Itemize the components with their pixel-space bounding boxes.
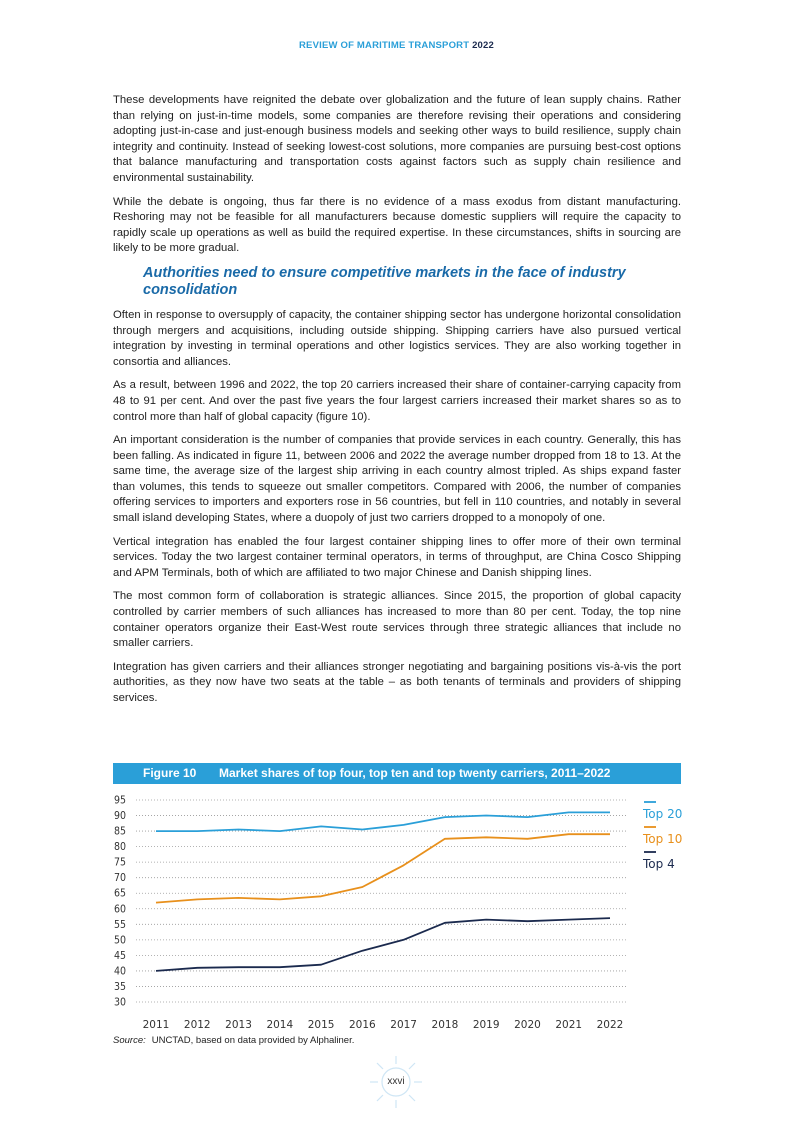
header-year: 2022 — [472, 40, 495, 51]
section-heading: Authorities need to ensure competitive markets in the face of industry consolidation — [143, 264, 626, 299]
y-tick-label: 55 — [113, 918, 126, 931]
x-tick-label: 2011 — [142, 1019, 170, 1031]
y-tick-label: 40 — [113, 965, 126, 978]
y-tick-label: 85 — [113, 825, 126, 838]
paragraph: The most common form of collaboration is strategic alliances. Since 2015, the proportion of global capacity controlled by carrier members of such alliances has increased to more than 80 per cent. Today, the top nine container operators organize their East-West route services through three strategic alliances that include no smaller carriers. — [113, 590, 681, 650]
figure-source — [113, 1035, 354, 1046]
y-tick-label: 60 — [113, 903, 126, 916]
y-tick-label: 50 — [113, 934, 126, 947]
figure-subtitle: (percentage) — [219, 787, 288, 801]
source-label: Source: — [113, 1035, 146, 1046]
series-line-top-10 — [156, 834, 610, 902]
y-tick-label: 65 — [113, 887, 126, 900]
line-chart — [100, 788, 700, 1033]
x-tick-label: 2013 — [225, 1019, 252, 1031]
x-tick-label: 2014 — [266, 1019, 294, 1031]
x-tick-label: 2017 — [390, 1019, 418, 1031]
chart-legend — [642, 802, 682, 871]
x-tick-label: 2016 — [348, 1019, 376, 1031]
y-tick-label: 95 — [113, 794, 126, 807]
y-tick-label: 45 — [113, 949, 126, 962]
legend-label: Top 10 — [643, 832, 683, 846]
running-header — [0, 40, 793, 51]
y-tick-label: 90 — [113, 810, 126, 823]
page-number: xxvi — [387, 1076, 405, 1087]
x-tick-label: 2022 — [596, 1019, 624, 1031]
y-tick-label: 80 — [113, 841, 126, 854]
y-axis — [114, 795, 126, 1009]
paragraph: As a result, between 1996 and 2022, the top 20 carriers increased their share of container-carrying capacity from 48 to 91 per cent. And over the past five years the four largest carriers increased their market shares so as to control more than half of global capacity (figure 10). — [113, 379, 681, 423]
header-title: REVIEW OF MARITIME TRANSPORT — [298, 40, 470, 51]
paragraph: Often in response to oversupply of capacity, the container shipping sector has undergone horizontal consolidation through mergers and acquisitions, including outside shipping. Shipping carriers have also pursued vertical integration by investing in terminal operations and other logistics services. They are also working together in consortia and alliances. — [113, 308, 681, 368]
body-text — [113, 93, 681, 715]
x-tick-label: 2015 — [307, 1019, 335, 1031]
paragraph: These developments have reignited the debate over globalization and the future of lean supply chains. Rather than relying on just-in-time models, some companies are therefore revising their operations and considering adopting just-in-case and just-enough business models and seeking other ways to build resilience, supply chain integrity and continuity. Instead of seeking lowest-cost solutions, more companies are pursuing best-cost options that balance manufacturing and transportation costs against factors such as supply chain resilience and environmental sustainability. — [113, 94, 681, 184]
legend-label: Top 4 — [643, 857, 675, 871]
y-tick-label: 35 — [113, 980, 126, 993]
paragraph: While the debate is ongoing, thus far there is no evidence of a mass exodus from distant manufacturing. Reshoring may not be feasible for all manufacturers because domestic suppliers will require the capacity to rapidly scale up operations as well as build the required expertise. In these circumstances, shifts in sourcing are likely to be more gradual. — [113, 195, 681, 255]
y-tick-label: 30 — [113, 996, 126, 1009]
figure-number: Figure 10 — [143, 766, 197, 780]
x-axis — [143, 1019, 624, 1031]
paragraph: An important consideration is the number of companies that provide services in each country. Generally, this has been falling. As indicated in figure 11, between 2006 and 2022 the average number dropped from 18 to 13. At the same time, the average size of the largest ship arriving in each country almost tripled. As ships expand faster than volumes, this tends to squeeze out smaller competitors. Compared with 2006, the number of companies offering services to importers and exporters rose in 56 countries, but fell in 110 countries, and notably in several small island developing States, where a duopoly of just two carriers dropped to a monopoly of one. — [113, 434, 681, 525]
chart-series — [156, 812, 610, 971]
paragraph: Integration has given carriers and their alliances stronger negotiating and bargaining positions vis-à-vis the port authorities, as they now have two seats at the table – as both tenants of terminals and providers of shipping services. — [113, 660, 681, 704]
x-tick-label: 2020 — [514, 1019, 541, 1031]
y-tick-label: 70 — [113, 872, 126, 885]
series-line-top-4 — [156, 918, 610, 971]
x-tick-label: 2021 — [555, 1019, 583, 1031]
paragraph: Vertical integration has enabled the four largest container shipping lines to offer more of their own terminal services. Today the two largest container terminal operators, in terms of throughput, are China Cosco Shipping and APM Terminals, both of which are affiliated to two major Chinese and Danish shipping lines. — [113, 535, 681, 579]
x-tick-label: 2018 — [431, 1019, 459, 1031]
x-tick-label: 2012 — [183, 1019, 211, 1031]
source-text: UNCTAD, based on data provided by Alphaliner. — [151, 1035, 355, 1046]
y-tick-label: 75 — [113, 856, 126, 869]
legend-label: Top 20 — [643, 807, 683, 821]
x-tick-label: 2019 — [472, 1019, 500, 1031]
figure-title: Market shares of top four, top ten and top twenty carriers, 2011–2022 — [219, 766, 611, 780]
